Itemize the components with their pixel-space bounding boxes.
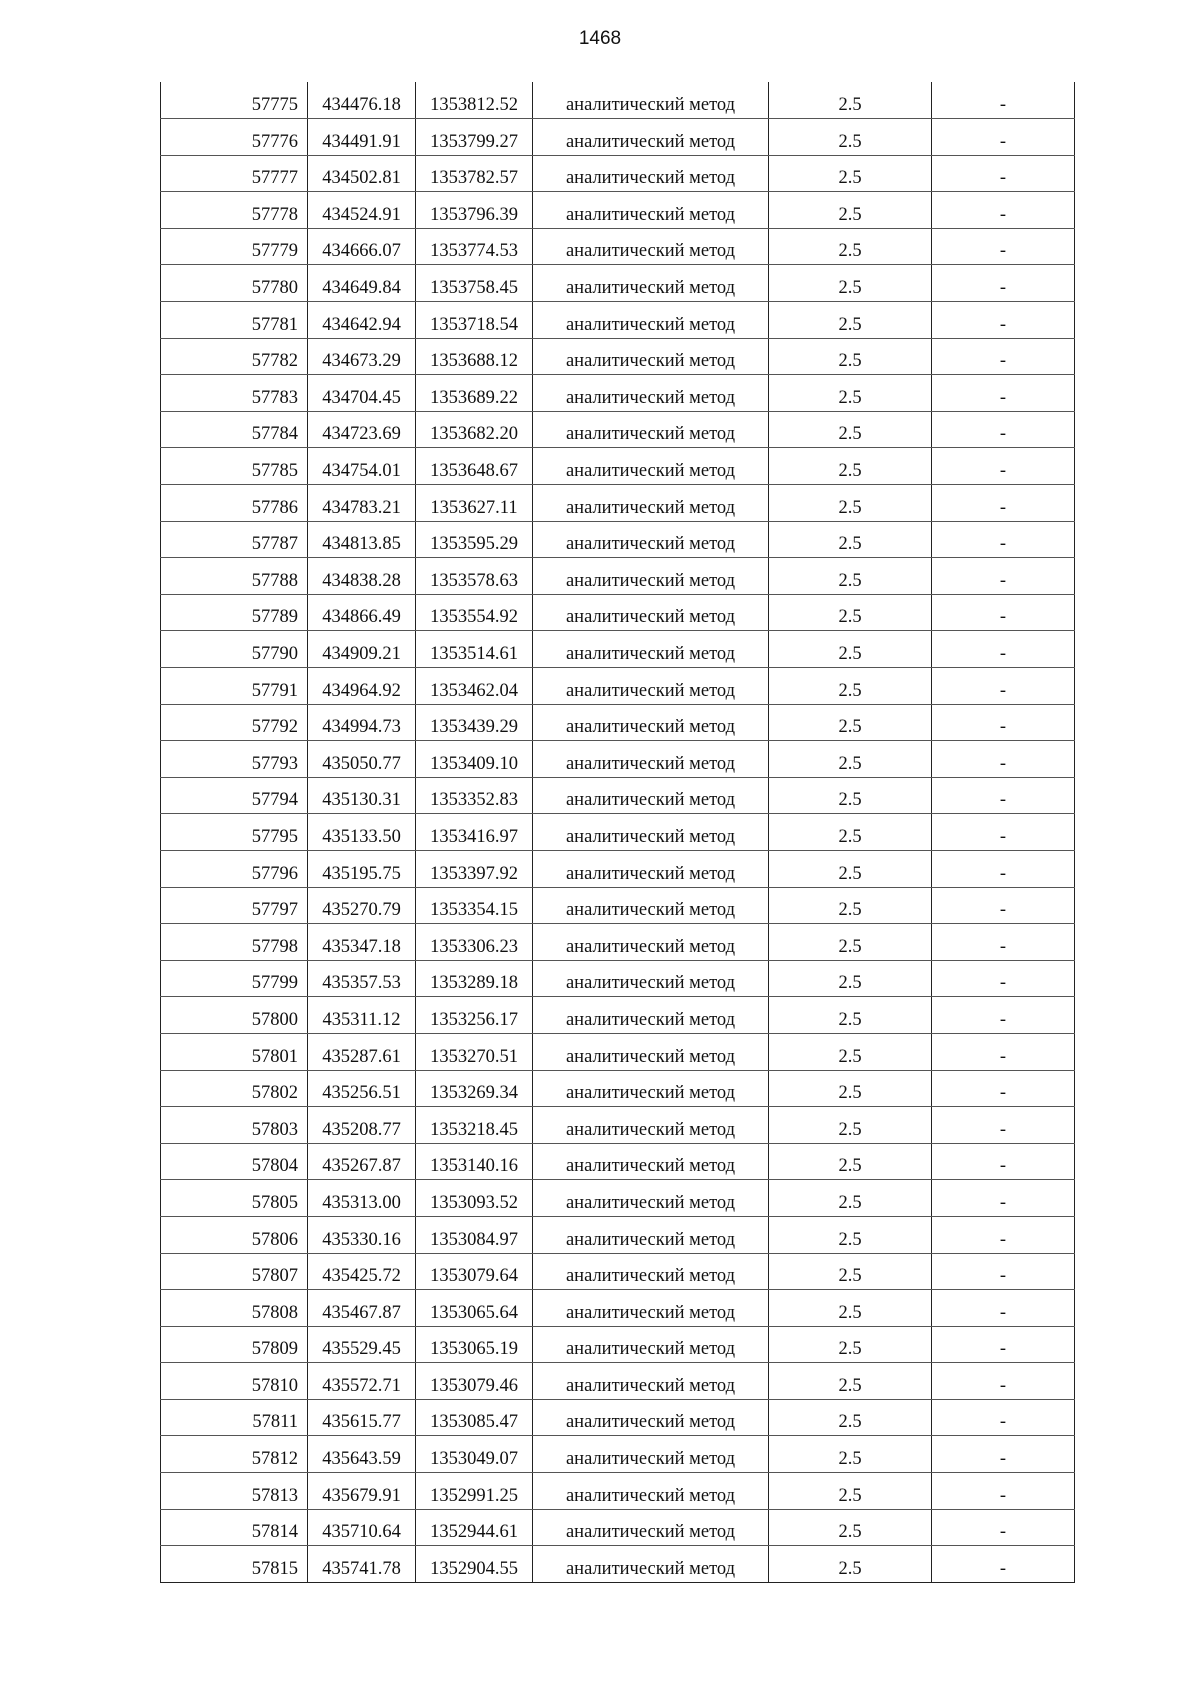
y-coordinate-cell: 1352991.25 [416, 1473, 533, 1510]
table-row [161, 631, 1075, 668]
point-number-cell: 57786 [161, 485, 308, 522]
x-coordinate-cell: 435347.18 [308, 924, 416, 961]
description-cell: - [932, 850, 1075, 887]
y-coordinate-cell: 1353782.57 [416, 155, 533, 192]
accuracy-cell: 2.5 [769, 631, 932, 668]
point-number-cell: 57808 [161, 1290, 308, 1327]
y-coordinate-cell: 1353799.27 [416, 119, 533, 156]
y-coordinate-cell: 1353306.23 [416, 924, 533, 961]
description-cell: - [932, 1033, 1075, 1070]
table-row [161, 668, 1075, 705]
accuracy-cell: 2.5 [769, 997, 932, 1034]
point-number-cell: 57778 [161, 192, 308, 229]
method-cell: аналитический метод [533, 411, 769, 448]
accuracy-cell: 2.5 [769, 485, 932, 522]
table-row [161, 1290, 1075, 1327]
y-coordinate-cell: 1353627.11 [416, 485, 533, 522]
description-cell: - [932, 741, 1075, 778]
description-cell: - [932, 485, 1075, 522]
method-cell: аналитический метод [533, 668, 769, 705]
point-number-cell: 57779 [161, 228, 308, 265]
table-row [161, 558, 1075, 595]
description-cell: - [932, 1290, 1075, 1327]
method-cell: аналитический метод [533, 960, 769, 997]
y-coordinate-cell: 1353409.10 [416, 741, 533, 778]
description-cell: - [932, 887, 1075, 924]
method-cell: аналитический метод [533, 119, 769, 156]
description-cell: - [932, 1216, 1075, 1253]
x-coordinate-cell: 434964.92 [308, 668, 416, 705]
method-cell: аналитический метод [533, 1070, 769, 1107]
description-cell: - [932, 777, 1075, 814]
method-cell: аналитический метод [533, 1216, 769, 1253]
table-row [161, 704, 1075, 741]
accuracy-cell: 2.5 [769, 741, 932, 778]
y-coordinate-cell: 1353682.20 [416, 411, 533, 448]
method-cell: аналитический метод [533, 82, 769, 119]
method-cell: аналитический метод [533, 155, 769, 192]
point-number-cell: 57775 [161, 82, 308, 119]
point-number-cell: 57789 [161, 594, 308, 631]
point-number-cell: 57783 [161, 375, 308, 412]
accuracy-cell: 2.5 [769, 411, 932, 448]
x-coordinate-cell: 435130.31 [308, 777, 416, 814]
accuracy-cell: 2.5 [769, 668, 932, 705]
y-coordinate-cell: 1353354.15 [416, 887, 533, 924]
table-row [161, 82, 1075, 119]
x-coordinate-cell: 435330.16 [308, 1216, 416, 1253]
point-number-cell: 57788 [161, 558, 308, 595]
point-number-cell: 57787 [161, 521, 308, 558]
point-number-cell: 57782 [161, 338, 308, 375]
y-coordinate-cell: 1353439.29 [416, 704, 533, 741]
method-cell: аналитический метод [533, 1326, 769, 1363]
description-cell: - [932, 1509, 1075, 1546]
x-coordinate-cell: 434994.73 [308, 704, 416, 741]
point-number-cell: 57805 [161, 1180, 308, 1217]
table-row [161, 1399, 1075, 1436]
x-coordinate-cell: 435287.61 [308, 1033, 416, 1070]
y-coordinate-cell: 1353269.34 [416, 1070, 533, 1107]
x-coordinate-cell: 434704.45 [308, 375, 416, 412]
y-coordinate-cell: 1353084.97 [416, 1216, 533, 1253]
point-number-cell: 57815 [161, 1546, 308, 1583]
accuracy-cell: 2.5 [769, 850, 932, 887]
description-cell: - [932, 1180, 1075, 1217]
description-cell: - [932, 1473, 1075, 1510]
accuracy-cell: 2.5 [769, 302, 932, 339]
description-cell: - [932, 82, 1075, 119]
description-cell: - [932, 1399, 1075, 1436]
description-cell: - [932, 521, 1075, 558]
table-row [161, 1326, 1075, 1363]
table-row [161, 448, 1075, 485]
x-coordinate-cell: 435270.79 [308, 887, 416, 924]
accuracy-cell: 2.5 [769, 155, 932, 192]
method-cell: аналитический метод [533, 741, 769, 778]
accuracy-cell: 2.5 [769, 1546, 932, 1583]
table-row [161, 887, 1075, 924]
y-coordinate-cell: 1353812.52 [416, 82, 533, 119]
y-coordinate-cell: 1353514.61 [416, 631, 533, 668]
y-coordinate-cell: 1353554.92 [416, 594, 533, 631]
x-coordinate-cell: 435267.87 [308, 1143, 416, 1180]
accuracy-cell: 2.5 [769, 1143, 932, 1180]
y-coordinate-cell: 1353774.53 [416, 228, 533, 265]
accuracy-cell: 2.5 [769, 448, 932, 485]
table-row [161, 155, 1075, 192]
accuracy-cell: 2.5 [769, 887, 932, 924]
x-coordinate-cell: 434754.01 [308, 448, 416, 485]
description-cell: - [932, 192, 1075, 229]
x-coordinate-cell: 434666.07 [308, 228, 416, 265]
x-coordinate-cell: 435208.77 [308, 1107, 416, 1144]
table-body [161, 82, 1075, 1582]
method-cell: аналитический метод [533, 1399, 769, 1436]
table-row [161, 850, 1075, 887]
method-cell: аналитический метод [533, 1546, 769, 1583]
point-number-cell: 57802 [161, 1070, 308, 1107]
point-number-cell: 57780 [161, 265, 308, 302]
accuracy-cell: 2.5 [769, 521, 932, 558]
accuracy-cell: 2.5 [769, 777, 932, 814]
table-row [161, 1546, 1075, 1583]
method-cell: аналитический метод [533, 558, 769, 595]
method-cell: аналитический метод [533, 302, 769, 339]
y-coordinate-cell: 1353065.19 [416, 1326, 533, 1363]
table-row [161, 1363, 1075, 1400]
accuracy-cell: 2.5 [769, 558, 932, 595]
accuracy-cell: 2.5 [769, 814, 932, 851]
x-coordinate-cell: 434524.91 [308, 192, 416, 229]
y-coordinate-cell: 1353462.04 [416, 668, 533, 705]
description-cell: - [932, 1326, 1075, 1363]
accuracy-cell: 2.5 [769, 1216, 932, 1253]
y-coordinate-cell: 1353689.22 [416, 375, 533, 412]
method-cell: аналитический метод [533, 850, 769, 887]
table-row [161, 265, 1075, 302]
accuracy-cell: 2.5 [769, 1363, 932, 1400]
y-coordinate-cell: 1353065.64 [416, 1290, 533, 1327]
table-row [161, 741, 1075, 778]
method-cell: аналитический метод [533, 338, 769, 375]
description-cell: - [932, 375, 1075, 412]
description-cell: - [932, 302, 1075, 339]
x-coordinate-cell: 435710.64 [308, 1509, 416, 1546]
x-coordinate-cell: 435679.91 [308, 1473, 416, 1510]
method-cell: аналитический метод [533, 1436, 769, 1473]
table-row [161, 1107, 1075, 1144]
method-cell: аналитический метод [533, 521, 769, 558]
description-cell: - [932, 1070, 1075, 1107]
description-cell: - [932, 631, 1075, 668]
description-cell: - [932, 997, 1075, 1034]
table-row [161, 228, 1075, 265]
y-coordinate-cell: 1353289.18 [416, 960, 533, 997]
table-row [161, 1033, 1075, 1070]
description-cell: - [932, 704, 1075, 741]
table-row [161, 1436, 1075, 1473]
description-cell: - [932, 814, 1075, 851]
accuracy-cell: 2.5 [769, 338, 932, 375]
x-coordinate-cell: 434813.85 [308, 521, 416, 558]
y-coordinate-cell: 1352904.55 [416, 1546, 533, 1583]
point-number-cell: 57794 [161, 777, 308, 814]
point-number-cell: 57804 [161, 1143, 308, 1180]
description-cell: - [932, 119, 1075, 156]
y-coordinate-cell: 1353079.64 [416, 1253, 533, 1290]
accuracy-cell: 2.5 [769, 704, 932, 741]
description-cell: - [932, 960, 1075, 997]
x-coordinate-cell: 435256.51 [308, 1070, 416, 1107]
table-row [161, 119, 1075, 156]
method-cell: аналитический метод [533, 814, 769, 851]
y-coordinate-cell: 1352944.61 [416, 1509, 533, 1546]
x-coordinate-cell: 435357.53 [308, 960, 416, 997]
x-coordinate-cell: 434909.21 [308, 631, 416, 668]
method-cell: аналитический метод [533, 887, 769, 924]
x-coordinate-cell: 435467.87 [308, 1290, 416, 1327]
method-cell: аналитический метод [533, 997, 769, 1034]
point-number-cell: 57777 [161, 155, 308, 192]
method-cell: аналитический метод [533, 1107, 769, 1144]
table-row [161, 375, 1075, 412]
point-number-cell: 57806 [161, 1216, 308, 1253]
x-coordinate-cell: 435313.00 [308, 1180, 416, 1217]
point-number-cell: 57784 [161, 411, 308, 448]
method-cell: аналитический метод [533, 631, 769, 668]
accuracy-cell: 2.5 [769, 1326, 932, 1363]
description-cell: - [932, 338, 1075, 375]
point-number-cell: 57809 [161, 1326, 308, 1363]
description-cell: - [932, 411, 1075, 448]
accuracy-cell: 2.5 [769, 1107, 932, 1144]
y-coordinate-cell: 1353093.52 [416, 1180, 533, 1217]
y-coordinate-cell: 1353352.83 [416, 777, 533, 814]
description-cell: - [932, 558, 1075, 595]
table-row [161, 521, 1075, 558]
method-cell: аналитический метод [533, 1180, 769, 1217]
description-cell: - [932, 924, 1075, 961]
method-cell: аналитический метод [533, 1363, 769, 1400]
x-coordinate-cell: 434838.28 [308, 558, 416, 595]
x-coordinate-cell: 435615.77 [308, 1399, 416, 1436]
table-row [161, 1253, 1075, 1290]
accuracy-cell: 2.5 [769, 82, 932, 119]
point-number-cell: 57812 [161, 1436, 308, 1473]
accuracy-cell: 2.5 [769, 1033, 932, 1070]
point-number-cell: 57798 [161, 924, 308, 961]
x-coordinate-cell: 434783.21 [308, 485, 416, 522]
method-cell: аналитический метод [533, 228, 769, 265]
point-number-cell: 57807 [161, 1253, 308, 1290]
point-number-cell: 57795 [161, 814, 308, 851]
table-row [161, 1143, 1075, 1180]
accuracy-cell: 2.5 [769, 1253, 932, 1290]
method-cell: аналитический метод [533, 375, 769, 412]
table-row [161, 192, 1075, 229]
point-number-cell: 57799 [161, 960, 308, 997]
table-row [161, 997, 1075, 1034]
y-coordinate-cell: 1353397.92 [416, 850, 533, 887]
point-number-cell: 57792 [161, 704, 308, 741]
method-cell: аналитический метод [533, 1473, 769, 1510]
table-row [161, 814, 1075, 851]
method-cell: аналитический метод [533, 265, 769, 302]
y-coordinate-cell: 1353140.16 [416, 1143, 533, 1180]
x-coordinate-cell: 435311.12 [308, 997, 416, 1034]
accuracy-cell: 2.5 [769, 228, 932, 265]
table-row [161, 960, 1075, 997]
y-coordinate-cell: 1353688.12 [416, 338, 533, 375]
description-cell: - [932, 1546, 1075, 1583]
y-coordinate-cell: 1353218.45 [416, 1107, 533, 1144]
method-cell: аналитический метод [533, 1033, 769, 1070]
accuracy-cell: 2.5 [769, 1436, 932, 1473]
description-cell: - [932, 1253, 1075, 1290]
x-coordinate-cell: 434491.91 [308, 119, 416, 156]
accuracy-cell: 2.5 [769, 1473, 932, 1510]
x-coordinate-cell: 434642.94 [308, 302, 416, 339]
method-cell: аналитический метод [533, 448, 769, 485]
accuracy-cell: 2.5 [769, 1509, 932, 1546]
y-coordinate-cell: 1353578.63 [416, 558, 533, 595]
description-cell: - [932, 228, 1075, 265]
description-cell: - [932, 668, 1075, 705]
x-coordinate-cell: 434502.81 [308, 155, 416, 192]
accuracy-cell: 2.5 [769, 924, 932, 961]
accuracy-cell: 2.5 [769, 960, 932, 997]
description-cell: - [932, 265, 1075, 302]
y-coordinate-cell: 1353718.54 [416, 302, 533, 339]
point-number-cell: 57790 [161, 631, 308, 668]
method-cell: аналитический метод [533, 924, 769, 961]
table-row [161, 777, 1075, 814]
x-coordinate-cell: 434476.18 [308, 82, 416, 119]
y-coordinate-cell: 1353416.97 [416, 814, 533, 851]
point-number-cell: 57776 [161, 119, 308, 156]
x-coordinate-cell: 434723.69 [308, 411, 416, 448]
x-coordinate-cell: 435133.50 [308, 814, 416, 851]
y-coordinate-cell: 1353595.29 [416, 521, 533, 558]
point-number-cell: 57781 [161, 302, 308, 339]
x-coordinate-cell: 434649.84 [308, 265, 416, 302]
point-number-cell: 57811 [161, 1399, 308, 1436]
table-row [161, 1473, 1075, 1510]
method-cell: аналитический метод [533, 485, 769, 522]
description-cell: - [932, 1436, 1075, 1473]
table-row [161, 338, 1075, 375]
x-coordinate-cell: 435741.78 [308, 1546, 416, 1583]
method-cell: аналитический метод [533, 704, 769, 741]
accuracy-cell: 2.5 [769, 119, 932, 156]
table-row [161, 1509, 1075, 1546]
table-row [161, 1070, 1075, 1107]
y-coordinate-cell: 1353648.67 [416, 448, 533, 485]
method-cell: аналитический метод [533, 1143, 769, 1180]
point-number-cell: 57801 [161, 1033, 308, 1070]
accuracy-cell: 2.5 [769, 1399, 932, 1436]
method-cell: аналитический метод [533, 777, 769, 814]
description-cell: - [932, 448, 1075, 485]
point-number-cell: 57797 [161, 887, 308, 924]
x-coordinate-cell: 435572.71 [308, 1363, 416, 1400]
y-coordinate-cell: 1353270.51 [416, 1033, 533, 1070]
accuracy-cell: 2.5 [769, 192, 932, 229]
accuracy-cell: 2.5 [769, 375, 932, 412]
method-cell: аналитический метод [533, 1290, 769, 1327]
point-number-cell: 57785 [161, 448, 308, 485]
accuracy-cell: 2.5 [769, 594, 932, 631]
x-coordinate-cell: 434866.49 [308, 594, 416, 631]
y-coordinate-cell: 1353796.39 [416, 192, 533, 229]
point-number-cell: 57791 [161, 668, 308, 705]
description-cell: - [932, 1107, 1075, 1144]
table-row [161, 1216, 1075, 1253]
accuracy-cell: 2.5 [769, 1180, 932, 1217]
point-number-cell: 57810 [161, 1363, 308, 1400]
y-coordinate-cell: 1353079.46 [416, 1363, 533, 1400]
x-coordinate-cell: 435643.59 [308, 1436, 416, 1473]
point-number-cell: 57793 [161, 741, 308, 778]
y-coordinate-cell: 1353085.47 [416, 1399, 533, 1436]
x-coordinate-cell: 434673.29 [308, 338, 416, 375]
point-number-cell: 57800 [161, 997, 308, 1034]
x-coordinate-cell: 435529.45 [308, 1326, 416, 1363]
x-coordinate-cell: 435195.75 [308, 850, 416, 887]
y-coordinate-cell: 1353256.17 [416, 997, 533, 1034]
table-row [161, 485, 1075, 522]
accuracy-cell: 2.5 [769, 1290, 932, 1327]
accuracy-cell: 2.5 [769, 1070, 932, 1107]
point-number-cell: 57813 [161, 1473, 308, 1510]
x-coordinate-cell: 435425.72 [308, 1253, 416, 1290]
method-cell: аналитический метод [533, 594, 769, 631]
point-number-cell: 57814 [161, 1509, 308, 1546]
table-row [161, 594, 1075, 631]
table-row [161, 302, 1075, 339]
description-cell: - [932, 1363, 1075, 1400]
description-cell: - [932, 1143, 1075, 1180]
y-coordinate-cell: 1353049.07 [416, 1436, 533, 1473]
description-cell: - [932, 594, 1075, 631]
table-row [161, 411, 1075, 448]
table-row [161, 1180, 1075, 1217]
table-row [161, 924, 1075, 961]
point-number-cell: 57796 [161, 850, 308, 887]
page-number: 1468 [578, 28, 622, 49]
x-coordinate-cell: 435050.77 [308, 741, 416, 778]
method-cell: аналитический метод [533, 1253, 769, 1290]
point-number-cell: 57803 [161, 1107, 308, 1144]
method-cell: аналитический метод [533, 1509, 769, 1546]
coordinates-table [160, 82, 1075, 1583]
description-cell: - [932, 155, 1075, 192]
method-cell: аналитический метод [533, 192, 769, 229]
y-coordinate-cell: 1353758.45 [416, 265, 533, 302]
accuracy-cell: 2.5 [769, 265, 932, 302]
